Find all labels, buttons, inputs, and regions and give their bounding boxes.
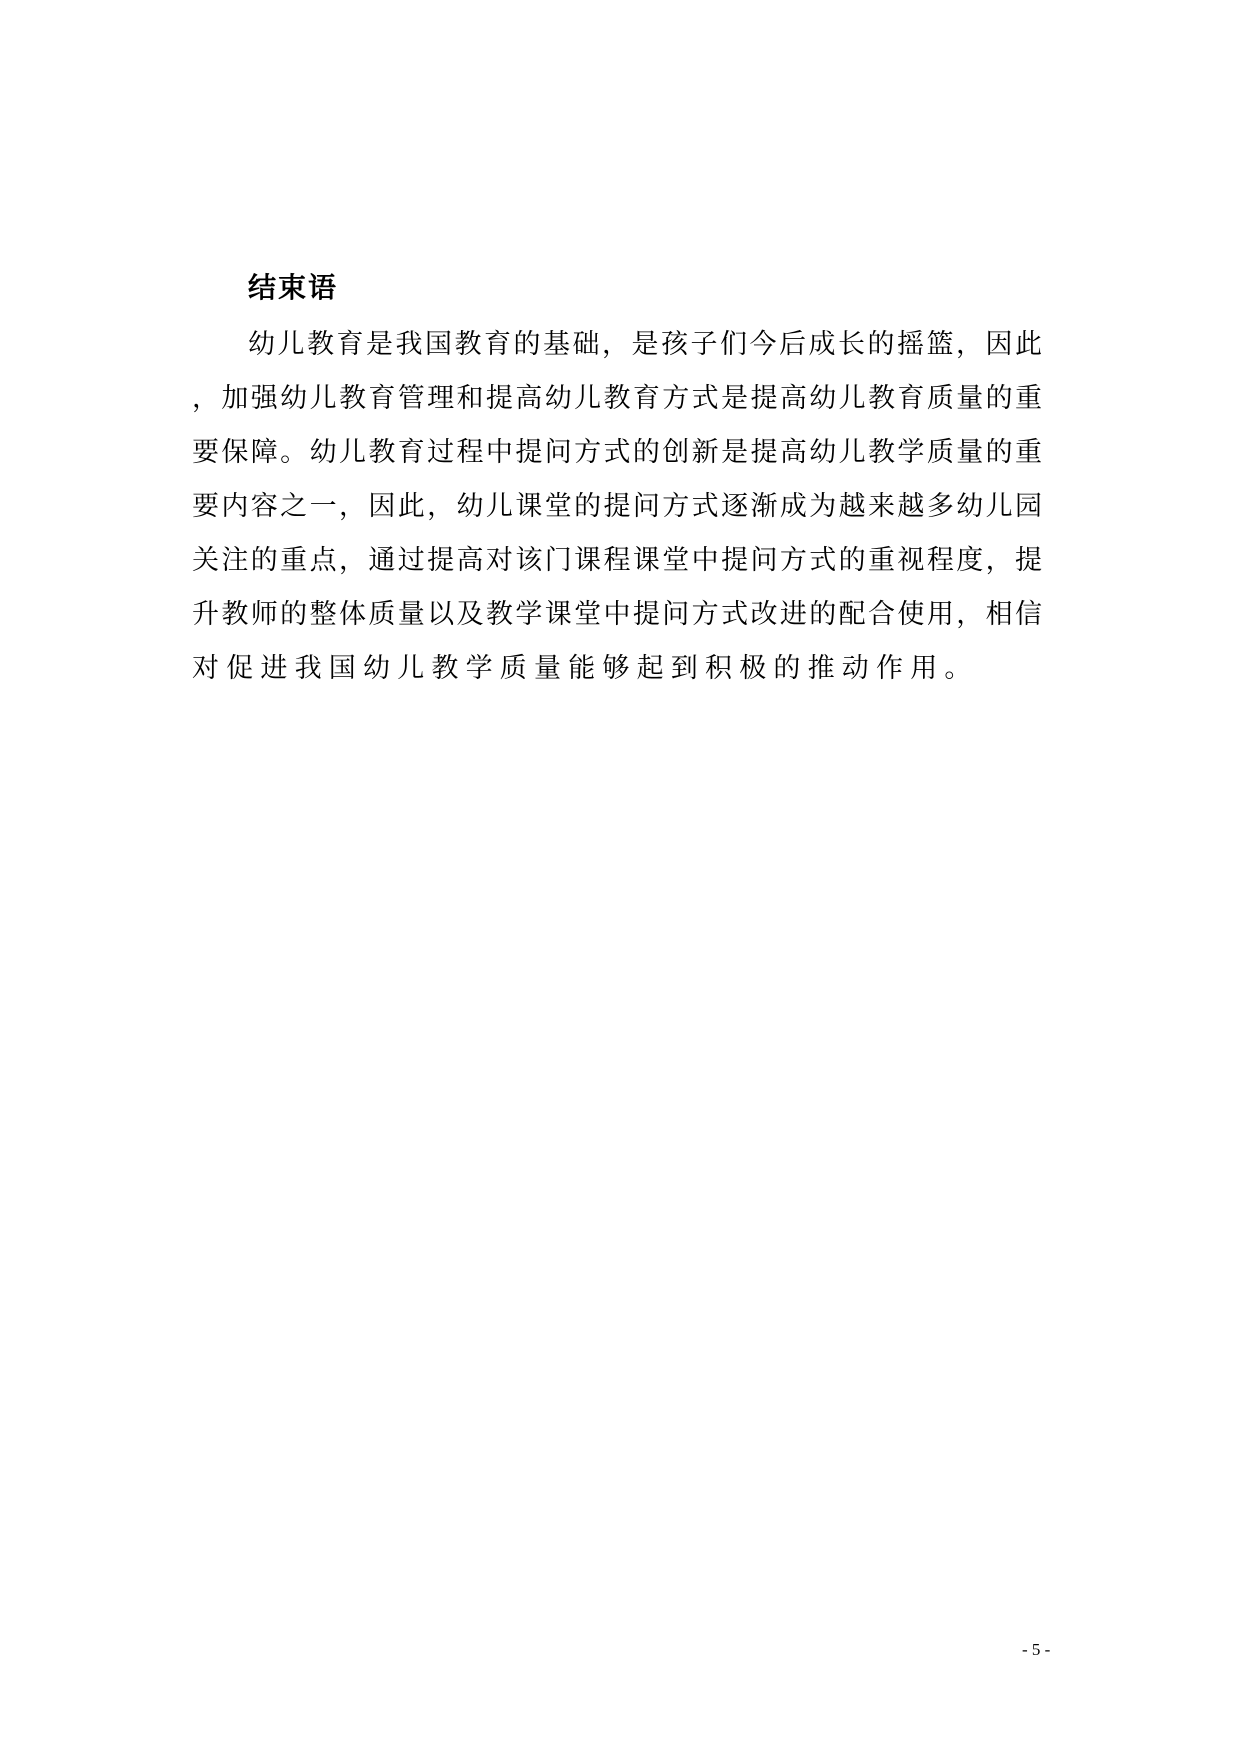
paragraph-line: 要保障。幼儿教育过程中提问方式的创新是提高幼儿教学质量的重 — [192, 437, 1042, 468]
paragraph-line: 幼儿教育是我国教育的基础，是孩子们今后成长的摇篮，因此 — [248, 329, 1042, 360]
section-heading: 结束语 — [248, 271, 339, 304]
paragraph-line: 升教师的整体质量以及教学课堂中提问方式改进的配合使用，相信 — [192, 599, 1042, 630]
page-number: - 5 - — [1022, 1640, 1051, 1659]
paragraph-line: 要内容之一，因此，幼儿课堂的提问方式逐渐成为越来越多幼儿园 — [192, 491, 1042, 522]
paragraph-line: 关注的重点，通过提高对该门课程课堂中提问方式的重视程度，提 — [192, 545, 1042, 576]
paragraph-line: ，加强幼儿教育管理和提高幼儿教育方式是提高幼儿教育质量的重 — [192, 383, 1042, 414]
paragraph-line: 对促进我国幼儿教学质量能够起到积极的推动作用。 — [192, 653, 979, 684]
conclusion-paragraph — [192, 318, 1042, 696]
